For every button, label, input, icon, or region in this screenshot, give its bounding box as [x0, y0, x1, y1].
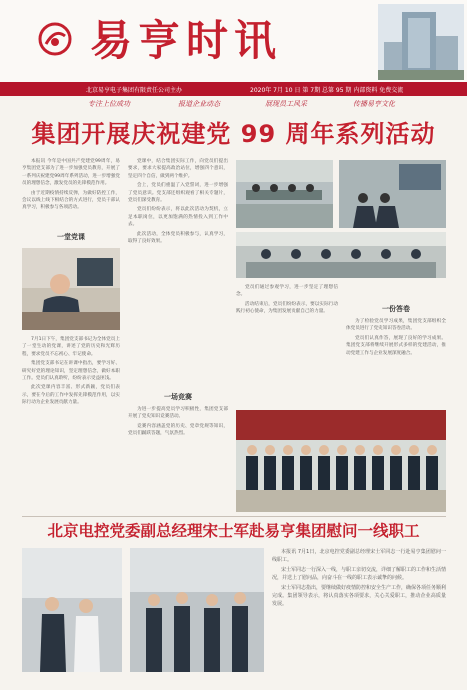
issue-info: 2020年 7月 10 日 第 7期 总第 95 期 内部资料 免费交流	[250, 87, 404, 94]
lead-col1	[22, 158, 120, 228]
lead-col4	[346, 318, 446, 404]
motto-4: 传播易亨文化	[353, 100, 395, 108]
motto-3: 展现员工风采	[265, 100, 307, 108]
photo-meeting-2	[339, 160, 446, 228]
paragraph: 会上，党员们重温了入党誓词，进一步增强了党员意识。党支部还组织观看了相关专题片，党员们深受教育。	[128, 183, 228, 204]
paragraph: 7月1日下午，集团党支部书记为全体党员上了一堂生动的党课，讲述了党的历史和光辉历程，要求党员不忘初心、牢记使命。	[22, 337, 120, 357]
paragraph: 活动结束后，党员们纷纷表示，要以实际行动践行初心使命，为集团发展贡献自己的力量。	[236, 301, 338, 315]
lead-col3	[236, 284, 338, 404]
paragraph: 竞赛内容涵盖党的历史、党章党规等知识，党员们踊跃答题，气氛热烈。	[128, 423, 228, 437]
paragraph: 本报讯 今年是中国共产党建党99周年，易亨集团党支部为了进一步加强党员教育，开展了一系列庆祝建党99周年系列活动，进一步增强党员的理想信念，激发党员的先锋模范作用。	[22, 159, 120, 187]
subhead-answer-sheet: 一份答卷	[382, 305, 410, 313]
lead-col2	[128, 158, 228, 386]
motto-row	[0, 98, 467, 110]
second-headline: 北京电控党委副总经理宋士军赴易亨集团慰问一线职工	[47, 522, 420, 540]
motto-2: 报道企业动态	[178, 100, 220, 108]
lead-col2b	[128, 406, 228, 516]
publisher-text: 北京易亨电子集团有限责任公司主办	[86, 87, 183, 94]
paragraph: 此次活动，全体党员积极参与，认真学习，取得了良好效果。	[128, 231, 228, 245]
logo-icon	[38, 22, 72, 56]
building-image	[378, 4, 464, 80]
divider	[22, 516, 446, 517]
second-body	[272, 548, 446, 672]
subhead-party-lesson: 一堂党课	[57, 233, 85, 241]
lead-headline: 集团开展庆祝建党 99 周年系列活动	[31, 120, 436, 148]
header-bar	[0, 82, 467, 96]
paragraph: 本报讯 7月1日，北京电控党委副总经理宋士军同志一行赴易亨集团慰问一线职工。	[272, 549, 446, 563]
photo-visit-1	[22, 548, 122, 672]
photo-speaker	[22, 248, 120, 330]
photo-group-study	[236, 232, 446, 278]
paragraph: 党员们通过参观学习，进一步坚定了理想信念。	[236, 285, 338, 298]
paragraph: 党员们纷纷表示，将以此次活动为契机，立足本职岗位，以更加饱满的热情投入到工作中去。	[128, 207, 228, 228]
masthead	[0, 0, 467, 82]
paragraph: 集团党支部书记在讲课中指出，要学习好、研究好党的理论知识，坚定理想信念，做好本职工作。党员们认真聆听，纷纷表示受益匪浅。	[22, 361, 120, 382]
photo-meeting-1	[236, 160, 333, 228]
paragraph: 宋士军同志一行深入一线，与职工亲切交流，详细了解职工的工作和生活情况，并送上了慰问品，向奋斗在一线的职工表示诚挚的问候。	[272, 567, 446, 581]
paragraph: 由于近期疫情持续反弹，为做好防控工作，会议以线上线下相结合的方式进行，党员干部认真学习，积极参与各项活动。	[22, 190, 120, 211]
photo-group	[236, 410, 446, 512]
paragraph: 为进一步提高党员学习积极性，集团党支部开展了党史知识竞赛活动。	[128, 407, 228, 420]
lead-col1b	[22, 336, 120, 516]
photo-visit-2	[130, 548, 264, 672]
paragraph: 此次党课内容丰富、形式新颖，党员们表示，要在今后的工作中发挥先锋模范作用，以实际行动为企业发展贡献力量。	[22, 385, 120, 406]
paragraph: 宋士军同志指出，要继续做好疫情防控和安全生产工作，确保各项任务顺利完成。集团领导表示，将认真落实各项要求，关心关爱职工，推动企业高质量发展。	[272, 585, 446, 607]
paragraph: 为了检验党员学习成果，集团党支部组织全体党员进行了党史知识答卷活动。	[346, 319, 446, 332]
motto-1: 专注上位成功	[88, 100, 130, 108]
subhead-competition: 一场竞赛	[164, 393, 192, 401]
newspaper-title: 易亨时讯	[90, 16, 283, 65]
paragraph: 党员们认真作答，展现了良好的学习成果。集团党支部将继续开展形式多样的党建活动，推动党建工作与企业发展深度融合。	[346, 335, 446, 356]
paragraph: 党课中，结合集团实际工作，向党员们提出要求，要求大家提高政治站位，增强四个意识，坚定四个自信，做到两个维护。	[128, 159, 228, 179]
